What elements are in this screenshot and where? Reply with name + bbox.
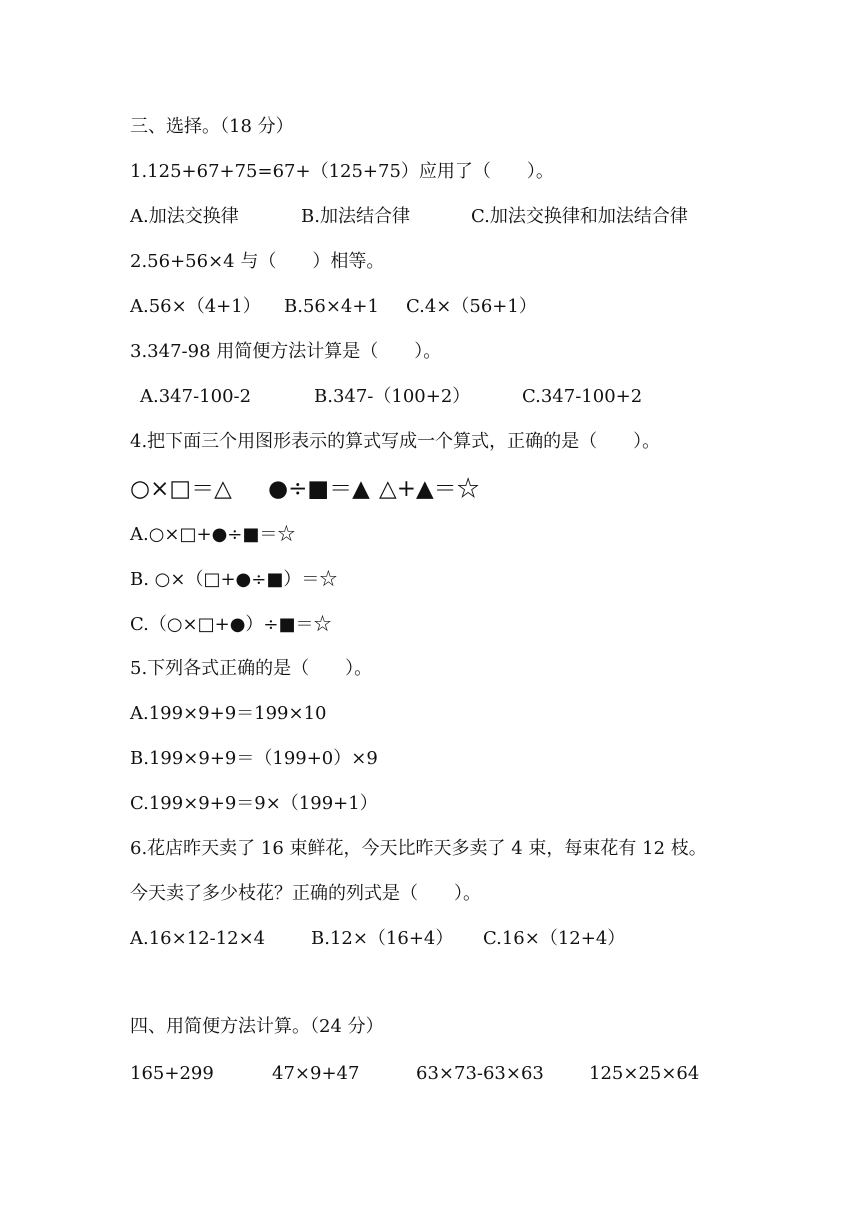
q3-stem: 3.347-98 用简便方法计算是（ ）。 bbox=[130, 341, 442, 362]
q4-option-c: C.（○×□+●）÷■＝☆ bbox=[130, 614, 332, 635]
q3-option-a: A.347-100-2 bbox=[140, 386, 252, 407]
q5-option-b: B.199×9+9＝（199+0）×9 bbox=[130, 748, 378, 769]
q4-option-a: A.○×□+●÷■＝☆ bbox=[130, 524, 296, 545]
q6-option-c: C.16×（12+4） bbox=[483, 928, 626, 949]
q1-stem: 1.125+67+75=67+（125+75）应用了（ ）。 bbox=[130, 161, 554, 182]
calc-problem-1: 165+299 bbox=[130, 1063, 214, 1084]
q4-formula-1: ○×□＝△ bbox=[130, 476, 232, 502]
q5-option-c: C.199×9+9＝9×（199+1） bbox=[130, 793, 378, 814]
q4-formula-3: △+▲＝☆ bbox=[379, 476, 480, 502]
q1-option-b: B.加法结合律 bbox=[301, 206, 410, 227]
q6-option-b: B.12×（16+4） bbox=[311, 928, 454, 949]
q2-option-a: A.56×（4+1） bbox=[130, 296, 261, 317]
q5-stem: 5.下列各式正确的是（ ）。 bbox=[130, 658, 373, 679]
q2-option-c: C.4×（56+1） bbox=[406, 296, 537, 317]
q2-option-b: B.56×4+1 bbox=[284, 296, 379, 317]
q2-stem: 2.56+56×4 与（ ）相等。 bbox=[130, 251, 385, 272]
q5-option-a: A.199×9+9＝199×10 bbox=[130, 703, 327, 724]
q4-formula-2: ●÷■＝▲ bbox=[268, 476, 370, 502]
section3-title: 三、选择。（18 分） bbox=[130, 116, 294, 137]
calc-problem-2: 47×9+47 bbox=[272, 1063, 360, 1084]
q1-option-a: A.加法交换律 bbox=[130, 206, 239, 227]
q1-option-c: C.加法交换律和加法结合律 bbox=[471, 206, 688, 227]
q3-option-b: B.347-（100+2） bbox=[314, 386, 471, 407]
q4-stem: 4.把下面三个用图形表示的算式写成一个算式，正确的是（ ）。 bbox=[130, 431, 661, 452]
q6-stem-line2: 今天卖了多少枝花？正确的列式是（ ）。 bbox=[130, 883, 481, 904]
q6-option-a: A.16×12-12×4 bbox=[130, 928, 266, 949]
q6-stem-line1: 6.花店昨天卖了 16 束鲜花，今天比昨天多卖了 4 束，每束花有 12 枝。 bbox=[130, 838, 707, 859]
q3-option-c: C.347-100+2 bbox=[522, 386, 643, 407]
section4-title: 四、用简便方法计算。（24 分） bbox=[130, 1016, 384, 1037]
calc-problem-3: 63×73-63×63 bbox=[416, 1063, 544, 1084]
calc-problem-4: 125×25×64 bbox=[589, 1063, 700, 1084]
q4-option-b: B. ○×（□+●÷■）＝☆ bbox=[130, 569, 338, 590]
